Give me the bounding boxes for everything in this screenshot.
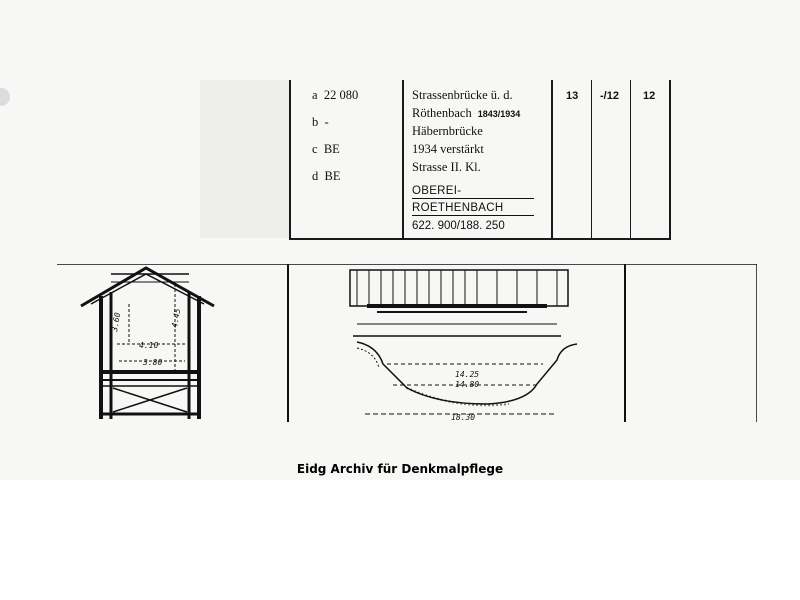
card-shadow (200, 80, 290, 238)
dim-width-bottom: 3.80 (143, 358, 163, 367)
table-rule (630, 80, 631, 240)
code-row-b: b - (312, 115, 329, 129)
dim-span-bottom: 14.80 (455, 380, 480, 389)
column-value-2: -/12 (600, 90, 619, 102)
bridge-drawings (57, 264, 757, 422)
code-row-d: d BE (312, 169, 341, 183)
elevation-drawing (350, 270, 577, 414)
stamp-line-2: ROETHENBACH (412, 202, 534, 216)
dim-span-top: 14.25 (455, 370, 480, 379)
column-value-1: 13 (566, 90, 579, 102)
archive-caption: Eidg Archiv für Denkmalpflege (296, 462, 504, 476)
table-rule (551, 80, 553, 240)
desc-line-4: 1934 verstärkt (412, 142, 484, 156)
desc-line-5: Strasse II. Kl. (412, 160, 481, 174)
stamp-line-1: OBEREI- (412, 185, 534, 199)
dim-overall: 18.30 (451, 413, 476, 422)
table-rule-left (289, 80, 291, 240)
office-stamp (412, 185, 534, 219)
table-rule (402, 80, 404, 240)
table-rule (591, 80, 592, 240)
dim-height-right: 4.45 (170, 307, 183, 329)
coordinates: 622. 900/188. 250 (412, 220, 505, 232)
table-rule-right (669, 80, 671, 240)
dim-width-top: 4.10 (139, 341, 159, 350)
code-row-c: c BE (312, 142, 340, 156)
desc-years: 1843/1934 (477, 109, 521, 119)
dim-height-left: 3.60 (110, 311, 123, 333)
column-value-3: 12 (643, 90, 656, 102)
code-row-a: a 22 080 (312, 88, 359, 102)
table-bottom-rule (289, 238, 671, 240)
desc-line-2: Röthenbach 1843/1934 (412, 106, 521, 120)
desc-line-1: Strassenbrücke ü. d. (412, 88, 513, 102)
desc-line-3: Häbernbrücke (412, 124, 483, 138)
